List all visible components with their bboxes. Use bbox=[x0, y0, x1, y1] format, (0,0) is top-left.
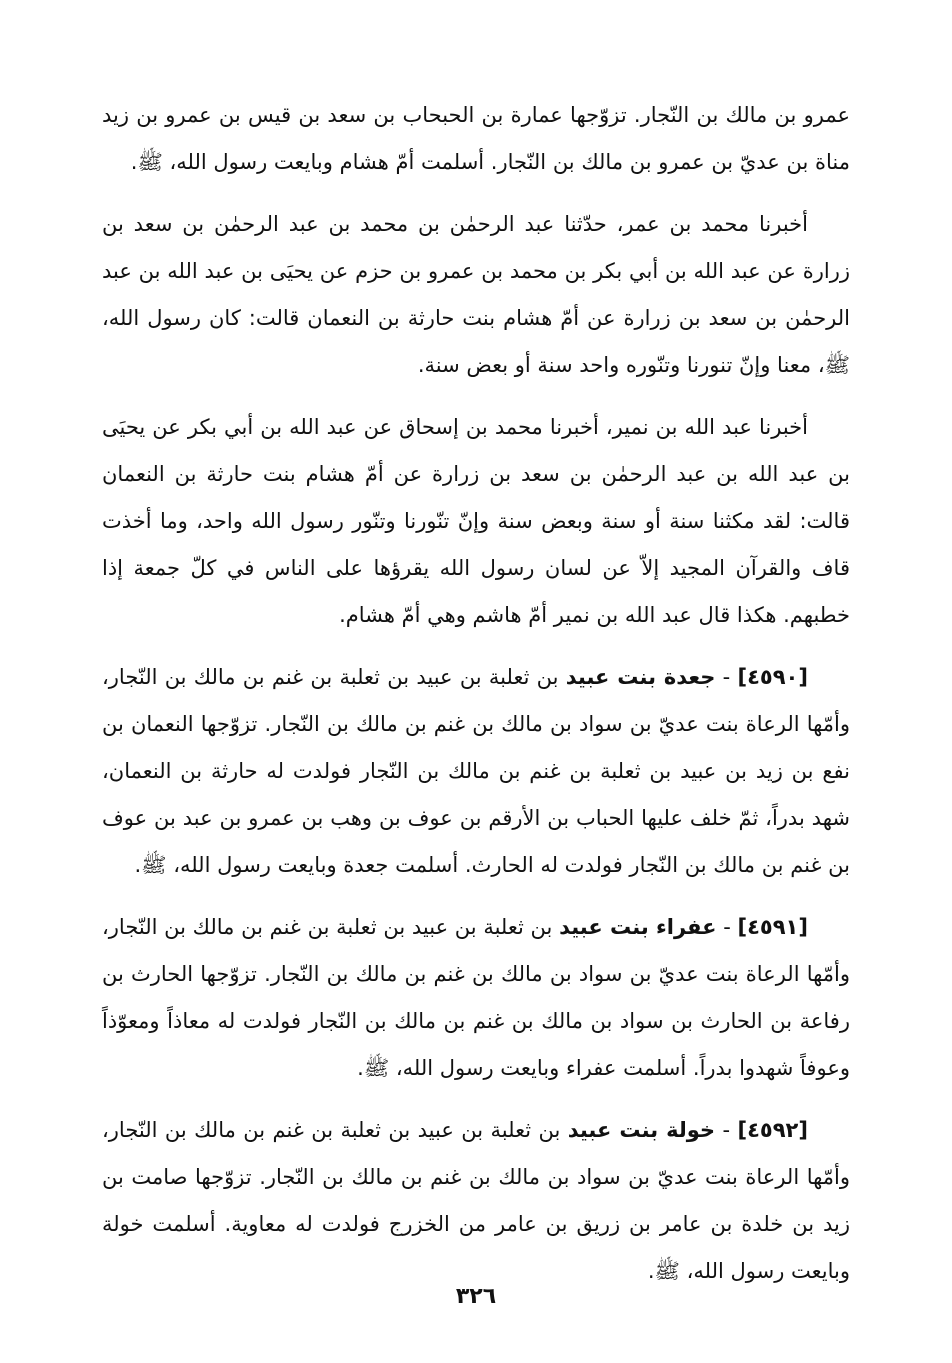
entry-name: خولة بنت عبيد bbox=[567, 1118, 716, 1142]
paragraph-hadith-1: أخبرنا محمد بن عمر، حدّثنا عبد الرحمٰن بن محمد بن عبد الرحمٰن بن سعد بن زرارة عن عبد الله بن أبي بكر بن محمد بن عمرو بن حزم عن يحيَى بن عبد الله بن عبد الرحمٰن بن سعد بن زرارة عن أمّ هشام بنت حارثة بن النعمان قالت: كان رسول الله، ﷺ، معنا وإنّ تنورنا وتنّوره واحد سنة أو بعض سنة. bbox=[102, 212, 850, 377]
entry-4592 bbox=[102, 1107, 850, 1295]
entry-name: جعدة بنت عبيد bbox=[565, 665, 716, 689]
entry-name: عفراء بنت عبيد bbox=[559, 915, 717, 939]
page-body bbox=[102, 92, 850, 1310]
page-number: ٣٢٦ bbox=[455, 1284, 497, 1309]
entry-dash: - bbox=[716, 915, 731, 939]
entry-text: بن ثعلبة بن عبيد بن ثعلبة بن غنم بن مالك بن النّجار، وأمّها الرعاة بنت عديّ بن سواد بن مالك بن غنم بن مالك بن النّجار. تزوّجها صامت بن زيد بن خلدة بن عامر بن زريق بن عامر من الخزرج فولدت له معاوية. أسلمت خولة وبايعت رسول الله، ﷺ. bbox=[102, 1118, 850, 1283]
entry-number: [٤٥٩٢] bbox=[737, 1118, 808, 1142]
entry-dash: - bbox=[715, 665, 731, 689]
paragraph-hadith-2: أخبرنا عبد الله بن نمير، أخبرنا محمد بن إسحاق عن عبد الله بن أبي بكر عن يحيَى بن عبد الله بن عبد الرحمٰن بن سعد بن زرارة عن أمّ هشام بنت حارثة بن النعمان قالت: لقد مكثنا سنة أو سنة وبعض سنة وإنّ تنّورنا وتنّور رسول الله واحد، وما أخذت قاف والقرآن المجيد إلاّ عن لسان رسول الله يقرؤها على الناس في كلّ جمعة إذا خطبهم. هكذا قال عبد الله بن نمير أمّ هاشم وهي أمّ هشام. bbox=[102, 415, 850, 627]
entry-4590 bbox=[102, 654, 850, 889]
entry-text: بن ثعلبة بن عبيد بن ثعلبة بن غنم بن مالك بن النّجار، وأمّها الرعاة بنت عديّ بن سواد بن مالك بن غنم بن مالك بن النّجار. تزوّجها الحارث بن رفاعة بن الحارث بن سواد بن مالك بن غنم بن مالك بن النّجار فولدت له معاذاً ومعوّذاً وعوفاً شهدوا بدراً. أسلمت عفراء وبايعت رسول الله، ﷺ. bbox=[102, 915, 850, 1080]
entry-text: بن ثعلبة بن عبيد بن ثعلبة بن غنم بن مالك بن النّجار، وأمّها الرعاة بنت عديّ بن سواد بن مالك بن غنم بن مالك بن النّجار. تزوّجها النعمان بن نفع بن زيد بن عبيد بن ثعلبة بن غنم بن مالك بن النّجار فولدت له حارثة بن النعمان، شهد بدراً، ثمّ خلف عليها الحباب بن الأرقم بن عوف بن وهب بن عمرو بن عبد بن عوف بن غنم بن مالك بن النّجار فولدت له الحارث. أسلمت جعدة وبايعت رسول الله، ﷺ. bbox=[102, 665, 850, 877]
paragraph-continuation: عمرو بن مالك بن النّجار. تزوّجها عمارة بن الحبحاب بن سعد بن قيس بن عمرو بن زيد مناة بن عديّ بن عمرو بن مالك بن النّجار. أسلمت أمّ هشام وبايعت رسول الله، ﷺ. bbox=[102, 103, 850, 174]
entry-number: [٤٥٩٠] bbox=[737, 665, 808, 689]
entry-dash: - bbox=[715, 1118, 731, 1142]
entry-number: [٤٥٩١] bbox=[737, 915, 808, 939]
entry-4591 bbox=[102, 904, 850, 1092]
